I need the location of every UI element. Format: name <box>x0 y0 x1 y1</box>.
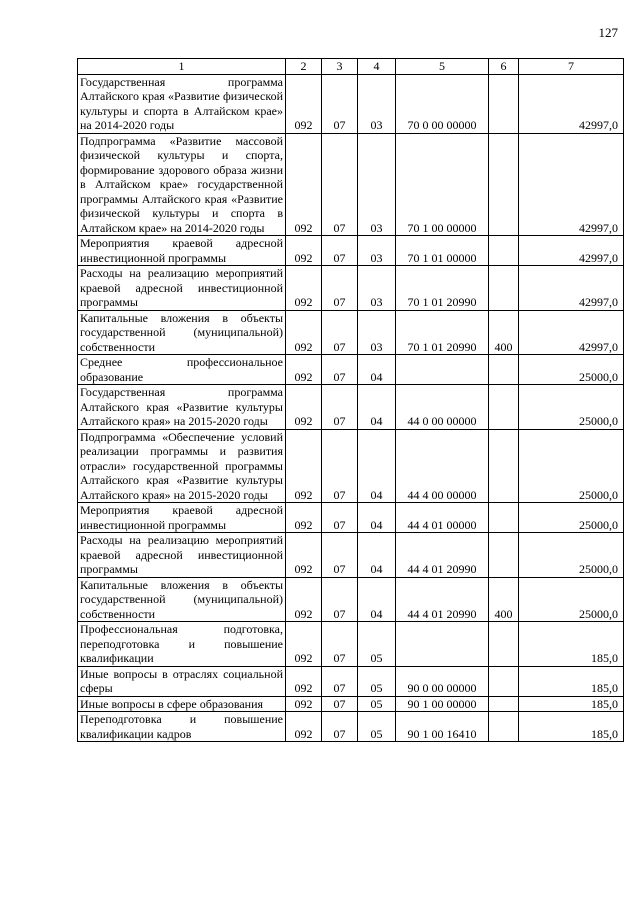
table-row <box>78 310 624 355</box>
row-sum-cell: 25000,0 <box>519 533 624 578</box>
row-vr-cell <box>489 74 519 133</box>
row-rz-cell: 07 <box>322 622 358 667</box>
row-name-cell: Мероприятия краевой адресной инвестиционной программы <box>78 236 286 266</box>
row-csr-cell <box>396 622 489 667</box>
table-row <box>78 74 624 133</box>
row-name-cell: Переподготовка и повышение квалификации кадров <box>78 712 286 742</box>
table-row <box>78 236 624 266</box>
row-ved-cell: 092 <box>286 310 322 355</box>
row-name-cell: Капитальные вложения в объекты государственной (муниципальной) собственности <box>78 310 286 355</box>
row-name-cell: Государственная программа Алтайского края «Развитие культуры Алтайского края» на 2015-2020 годы <box>78 385 286 430</box>
row-rz-cell: 07 <box>322 666 358 696</box>
row-sum-cell: 185,0 <box>519 696 624 712</box>
row-pr-cell: 04 <box>358 577 396 622</box>
table-row <box>78 666 624 696</box>
table-row <box>78 503 624 533</box>
row-ved-cell: 092 <box>286 533 322 578</box>
row-sum-cell: 42997,0 <box>519 133 624 236</box>
row-csr-cell: 70 0 00 00000 <box>396 74 489 133</box>
row-vr-cell <box>489 503 519 533</box>
row-vr-cell: 400 <box>489 310 519 355</box>
row-vr-cell <box>489 622 519 667</box>
row-csr-cell: 90 1 00 16410 <box>396 712 489 742</box>
row-vr-cell <box>489 133 519 236</box>
row-name-cell: Подпрограмма «Развитие массовой физической культуры и спорта, формирование здорового образа жизни в Алтайском крае» государственной программы Алтайского края «Развитие физической культуры и спорта в Алтайском крае» на 2014-2020 годы <box>78 133 286 236</box>
row-pr-cell: 03 <box>358 74 396 133</box>
row-rz-cell: 07 <box>322 133 358 236</box>
table-body <box>78 74 624 742</box>
row-ved-cell: 092 <box>286 266 322 311</box>
row-sum-cell: 185,0 <box>519 622 624 667</box>
row-ved-cell: 092 <box>286 577 322 622</box>
table-row <box>78 696 624 712</box>
row-name-cell: Капитальные вложения в объекты государственной (муниципальной) собственности <box>78 577 286 622</box>
row-pr-cell: 04 <box>358 503 396 533</box>
row-name-cell: Государственная программа Алтайского края «Развитие физической культуры и спорта в Алтайском крае» на 2014-2020 годы <box>78 74 286 133</box>
row-name-cell: Среднее профессиональное образование <box>78 355 286 385</box>
row-name-cell: Расходы на реализацию мероприятий краевой адресной инвестиционной программы <box>78 533 286 578</box>
row-ved-cell: 092 <box>286 429 322 503</box>
row-pr-cell: 05 <box>358 622 396 667</box>
row-csr-cell: 70 1 00 00000 <box>396 133 489 236</box>
header-cell-3: 3 <box>322 59 358 75</box>
row-vr-cell <box>489 385 519 430</box>
header-cell-1: 1 <box>78 59 286 75</box>
row-name-cell: Иные вопросы в отраслях социальной сферы <box>78 666 286 696</box>
row-csr-cell: 90 0 00 00000 <box>396 666 489 696</box>
budget-table <box>77 58 624 742</box>
table-row <box>78 133 624 236</box>
row-pr-cell: 03 <box>358 310 396 355</box>
row-name-cell: Профессиональная подготовка, переподготовка и повышение квалификации <box>78 622 286 667</box>
row-sum-cell: 25000,0 <box>519 429 624 503</box>
row-ved-cell: 092 <box>286 622 322 667</box>
table-row <box>78 266 624 311</box>
row-ved-cell: 092 <box>286 236 322 266</box>
table-row <box>78 712 624 742</box>
row-name-cell: Иные вопросы в сфере образования <box>78 696 286 712</box>
row-rz-cell: 07 <box>322 355 358 385</box>
row-rz-cell: 07 <box>322 74 358 133</box>
row-vr-cell <box>489 533 519 578</box>
header-cell-6: 6 <box>489 59 519 75</box>
row-vr-cell <box>489 666 519 696</box>
row-sum-cell: 42997,0 <box>519 236 624 266</box>
table-row <box>78 533 624 578</box>
row-ved-cell: 092 <box>286 712 322 742</box>
row-sum-cell: 185,0 <box>519 712 624 742</box>
row-rz-cell: 07 <box>322 310 358 355</box>
row-pr-cell: 03 <box>358 133 396 236</box>
row-ved-cell: 092 <box>286 355 322 385</box>
row-vr-cell <box>489 355 519 385</box>
row-pr-cell: 05 <box>358 712 396 742</box>
row-sum-cell: 25000,0 <box>519 577 624 622</box>
header-cell-2: 2 <box>286 59 322 75</box>
row-pr-cell: 03 <box>358 266 396 311</box>
header-cell-5: 5 <box>396 59 489 75</box>
row-csr-cell: 70 1 01 20990 <box>396 310 489 355</box>
row-rz-cell: 07 <box>322 712 358 742</box>
row-rz-cell: 07 <box>322 577 358 622</box>
row-pr-cell: 04 <box>358 429 396 503</box>
row-ved-cell: 092 <box>286 503 322 533</box>
row-csr-cell: 44 4 01 20990 <box>396 533 489 578</box>
row-name-cell: Мероприятия краевой адресной инвестиционной программы <box>78 503 286 533</box>
table-row <box>78 385 624 430</box>
row-ved-cell: 092 <box>286 133 322 236</box>
row-pr-cell: 05 <box>358 696 396 712</box>
row-rz-cell: 07 <box>322 236 358 266</box>
table-row <box>78 429 624 503</box>
row-csr-cell: 90 1 00 00000 <box>396 696 489 712</box>
row-sum-cell: 25000,0 <box>519 355 624 385</box>
row-sum-cell: 42997,0 <box>519 310 624 355</box>
row-sum-cell: 25000,0 <box>519 503 624 533</box>
row-ved-cell: 092 <box>286 696 322 712</box>
table-row <box>78 622 624 667</box>
row-rz-cell: 07 <box>322 696 358 712</box>
row-csr-cell: 44 0 00 00000 <box>396 385 489 430</box>
row-pr-cell: 03 <box>358 236 396 266</box>
row-pr-cell: 04 <box>358 533 396 578</box>
row-sum-cell: 42997,0 <box>519 74 624 133</box>
row-csr-cell <box>396 355 489 385</box>
row-csr-cell: 44 4 01 20990 <box>396 577 489 622</box>
row-vr-cell <box>489 696 519 712</box>
row-vr-cell <box>489 429 519 503</box>
row-name-cell: Подпрограмма «Обеспечение условий реализации программы и развития отрасли» государственной программы Алтайского края «Развитие культуры Алтайского края» на 2015-2020 годы <box>78 429 286 503</box>
header-cell-4: 4 <box>358 59 396 75</box>
table-row <box>78 355 624 385</box>
row-vr-cell <box>489 266 519 311</box>
row-csr-cell: 70 1 01 00000 <box>396 236 489 266</box>
row-rz-cell: 07 <box>322 385 358 430</box>
row-csr-cell: 44 4 01 00000 <box>396 503 489 533</box>
row-rz-cell: 07 <box>322 429 358 503</box>
row-sum-cell: 25000,0 <box>519 385 624 430</box>
row-vr-cell <box>489 712 519 742</box>
row-ved-cell: 092 <box>286 666 322 696</box>
row-csr-cell: 70 1 01 20990 <box>396 266 489 311</box>
row-sum-cell: 42997,0 <box>519 266 624 311</box>
row-pr-cell: 05 <box>358 666 396 696</box>
row-vr-cell: 400 <box>489 577 519 622</box>
header-cell-7: 7 <box>519 59 624 75</box>
page-number: 127 <box>598 25 618 40</box>
row-csr-cell: 44 4 00 00000 <box>396 429 489 503</box>
row-ved-cell: 092 <box>286 74 322 133</box>
row-vr-cell <box>489 236 519 266</box>
header-row <box>78 59 624 75</box>
row-rz-cell: 07 <box>322 533 358 578</box>
row-pr-cell: 04 <box>358 385 396 430</box>
row-rz-cell: 07 <box>322 503 358 533</box>
row-rz-cell: 07 <box>322 266 358 311</box>
row-ved-cell: 092 <box>286 385 322 430</box>
row-name-cell: Расходы на реализацию мероприятий краевой адресной инвестиционной программы <box>78 266 286 311</box>
row-pr-cell: 04 <box>358 355 396 385</box>
row-sum-cell: 185,0 <box>519 666 624 696</box>
table-row <box>78 577 624 622</box>
